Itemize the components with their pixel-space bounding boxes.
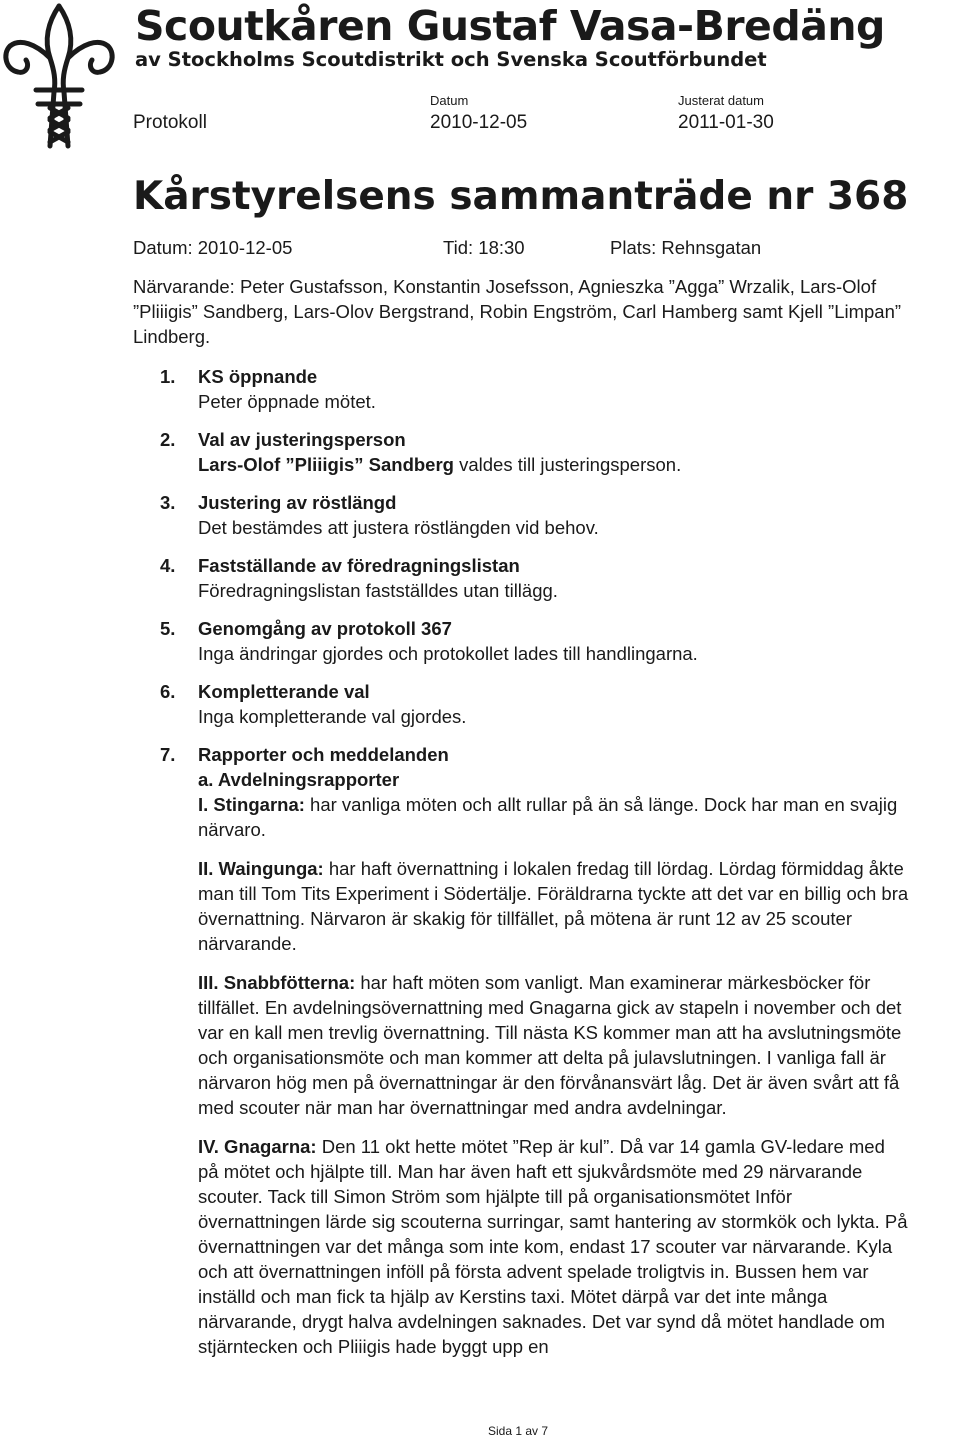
agenda-item-body-text: valdes till justeringsperson. (453, 454, 682, 475)
approved-date-value: 2011-01-30 (678, 112, 774, 133)
agenda-item-5 (160, 616, 910, 666)
agenda-item-number: 2. (160, 429, 176, 450)
document-title: Kårstyrelsens sammanträde nr 368 (133, 174, 909, 219)
agenda-item-body: Föredragningslistan fastställdes utan tillägg. (198, 580, 558, 601)
agenda-item-body: Inga ändringar gjordes och protokollet lades till handlingarna. (198, 643, 698, 664)
agenda-item-body: Det bestämdes att justera röstlängden vid behov. (198, 517, 599, 538)
date-value: 2010-12-05 (430, 112, 528, 133)
report-text: har haft övernattning i lokalen fredag till lördag. Lördag förmiddag åkte man till Tom Tits Experiment i Södertälje. Föräldrarna tyckte att det var en billig och bra övernattning. Närvaron är skakig för tillfället, på mötena är runt 12 av 25 scouter närvarande. (198, 858, 909, 954)
report-text: Den 11 okt hette mötet ”Rep är kul”. Då var 14 gamla GV-ledare med på mötet och hjälpte till. Man har även haft ett sjukvårdsmöte med 29 närvarande scouter. Tack till Simon Ström som hjälpte till på organisationsmötet Inför övernattningen lärde sig scouterna surringar, samt hantering av stormkök och lykta. På övernattningen var det många som inte kom, endast 17 scouter var närvarande. Kyla och att övernattningen inföll på första advent spelade troligtvis in. Bussen hem var inställd och man fick ta hjälp av Kerstins taxi. Mötet därpå var det inte många närvarande, drygt halva avdelningen saknades. Det var synd då mötet handlade om stjärntecken och Pliiigis hade byggt upp en (198, 1136, 908, 1357)
agenda-item-title: Rapporter och meddelanden (198, 744, 449, 765)
report-text: har vanliga möten och allt rullar på än så länge. Dock har man en svajig närvaro. (198, 794, 898, 840)
agenda-item-title: Justering av röstlängd (198, 492, 397, 513)
attendance-list: Närvarande: Peter Gustafsson, Konstantin Josefsson, Agnieszka ”Agga” Wrzalik, Lars-Olof ”Pliiigis” Sandberg, Lars-Olov Bergstrand, Robin Engström, Carl Hamberg samt Kjell ”Limpan” Lindberg. (133, 276, 902, 347)
justering-person-name: Lars-Olof ”Pliiigis” Sandberg (198, 454, 454, 475)
agenda-item-number: 6. (160, 681, 176, 702)
org-subtitle: av Stockholms Scoutdistrikt och Svenska Scoutförbundet (135, 48, 767, 71)
agenda-item-body: Inga kompletterande val gjordes. (198, 706, 467, 727)
approved-date-label: Justerat datum (678, 93, 764, 108)
report-label: III. Snabbfötterna: (198, 972, 356, 993)
agenda-item-number: 3. (160, 492, 176, 513)
page-number: Sida 1 av 7 (488, 1424, 549, 1438)
report-label: I. Stingarna: (198, 794, 305, 815)
agenda-item-7 (160, 742, 910, 1359)
agenda-item-3 (160, 490, 910, 540)
document-type: Protokoll (133, 112, 207, 133)
report-label: IV. Gnagarna: (198, 1136, 317, 1157)
agenda-item-body: Peter öppnade mötet. (198, 391, 376, 412)
agenda-item-title: KS öppnande (198, 366, 318, 387)
agenda-item-title: Val av justeringsperson (198, 429, 406, 450)
report-waingunga (198, 856, 910, 956)
org-name: Scoutkåren Gustaf Vasa-Bredäng (135, 2, 885, 50)
agenda-item-4 (160, 553, 910, 603)
agenda-item-2 (160, 427, 910, 477)
agenda-list (160, 364, 910, 1373)
agenda-item-title: Fastställande av föredragningslistan (198, 555, 520, 576)
meeting-date: Datum: 2010-12-05 (133, 237, 293, 258)
date-label: Datum (430, 93, 469, 108)
scout-fleur-de-lis-logo (0, 0, 118, 152)
meeting-place: Plats: Rehnsgatan (610, 237, 762, 258)
agenda-item-title: Kompletterande val (198, 681, 370, 702)
meeting-time: Tid: 18:30 (443, 237, 525, 258)
report-text: har haft möten som vanligt. Man examinerar märkesböcker för tillfället. En avdelningsövernattning med Gnagarna gick av stapeln i november och det var en kall men trevlig övernattning. Till nästa KS kommer man att ha avslutningsmöte och organisationsmöte och man kommer att delta på julavslutningen. I vanliga fall är närvaron hög men på övernattningar är den förvånansvärt låg. Det är även svårt att få med scouter när man har övernattningar med andra avdelningar. (198, 972, 902, 1118)
agenda-item-6 (160, 679, 910, 729)
report-snabbfotterna (198, 970, 910, 1120)
agenda-item-body (198, 452, 910, 477)
agenda-item-number: 7. (160, 744, 176, 765)
agenda-item-number: 4. (160, 555, 176, 576)
agenda-item-title: Genomgång av protokoll 367 (198, 618, 452, 639)
report-gnagarna (198, 1134, 910, 1359)
section-subheading: a. Avdelningsrapporter (198, 769, 400, 790)
agenda-item-number: 1. (160, 366, 176, 387)
report-label: II. Waingunga: (198, 858, 324, 879)
agenda-item-number: 5. (160, 618, 176, 639)
agenda-item-1 (160, 364, 910, 414)
report-stingarna (198, 792, 910, 842)
